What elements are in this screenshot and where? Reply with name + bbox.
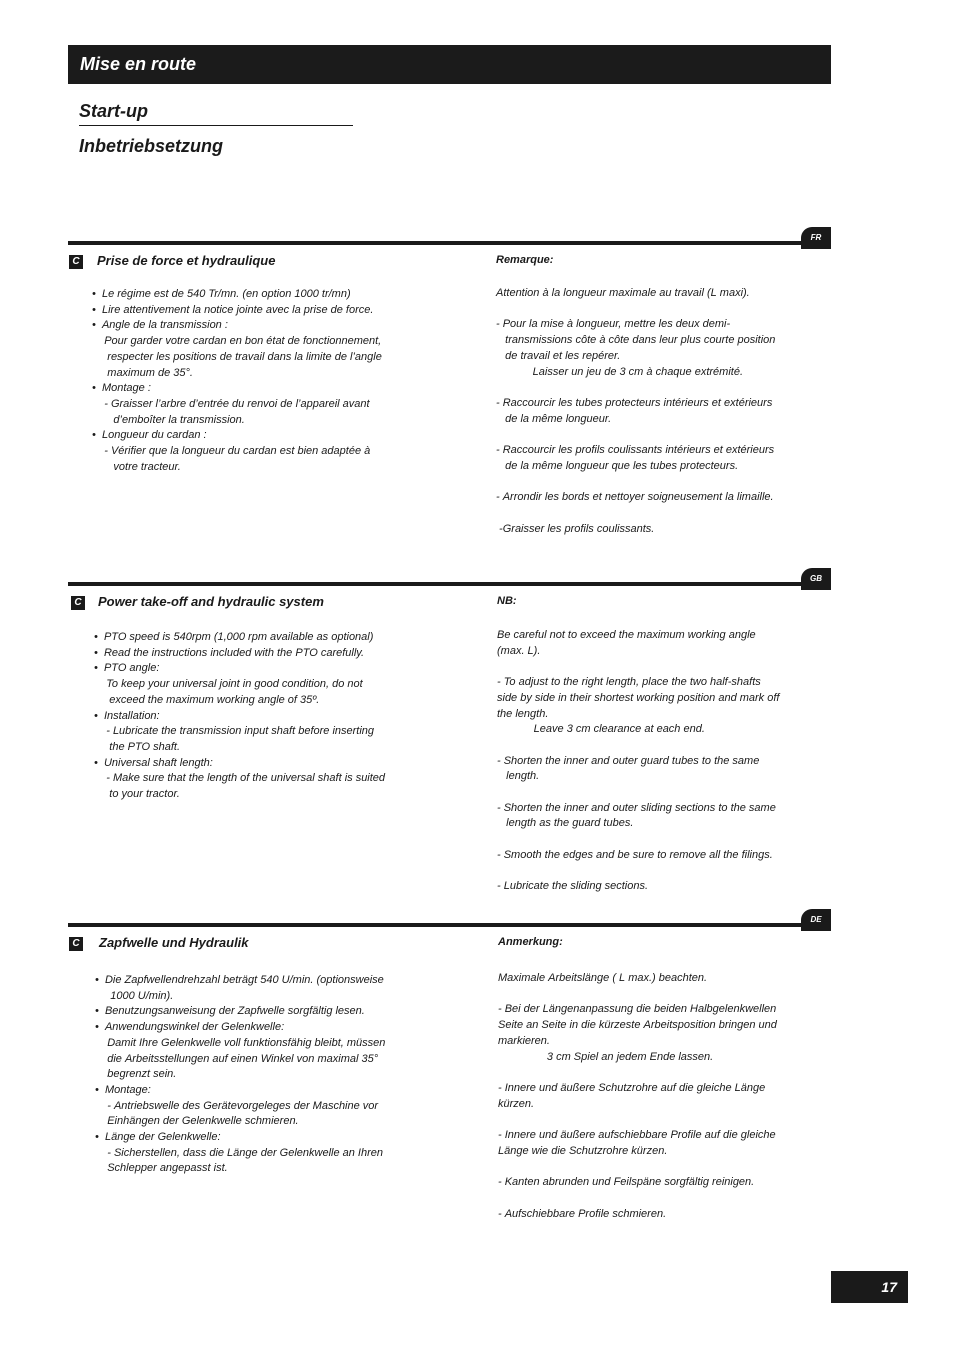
text-line: • Read the instructions included with the PTO carefully.: [94, 646, 365, 659]
text-line: maximum de 35°.: [92, 366, 193, 379]
text-line: Laisser un jeu de 3 cm à chaque extrémité.: [496, 365, 744, 378]
section-title: Power take-off and hydraulic system: [98, 594, 324, 609]
subtitle-underline: [79, 125, 353, 126]
text-line: to your tractor.: [94, 788, 180, 800]
text-line: - Shorten the inner and outer guard tubes to the same: [497, 754, 760, 767]
text-line: the PTO shaft.: [94, 740, 181, 753]
text-line: - Innere und äußere aufschiebbare Profile auf die gleiche: [498, 1129, 776, 1141]
text-line: die Arbeitsstellungen auf einen Winkel von maximal 35°: [95, 1052, 379, 1065]
text-line: Leave 3 cm clearance at each end.: [497, 723, 705, 736]
text-line: de travail et les repérer.: [496, 349, 621, 362]
text-line: Be careful not to exceed the maximum working angle: [497, 629, 756, 641]
text-line: Attention à la longueur maximale au travail (L maxi).: [496, 287, 750, 299]
text-line: • PTO angle:: [94, 662, 160, 675]
text-line: -Graisser les profils coulissants.: [496, 522, 655, 535]
text-line: Maximale Arbeitslänge ( L max.) beachten.: [498, 972, 708, 984]
text-line: • Longueur du cardan :: [92, 429, 207, 442]
page-number: 17: [831, 1271, 908, 1303]
section-rule: [68, 923, 831, 927]
language-tab-fr: FR: [801, 227, 831, 249]
note-title: Anmerkung:: [498, 936, 563, 948]
text-line: de la même longueur.: [496, 412, 612, 425]
text-line: - Raccourcir les tubes protecteurs intérieurs et extérieurs: [496, 396, 773, 409]
text-line: 3 cm Spiel an jedem Ende lassen.: [498, 1050, 714, 1063]
text-line: • Die Zapfwellendrehzahl beträgt 540 U/min. (optionsweise: [95, 974, 384, 986]
text-line: Seite an Seite in die kürzeste Arbeitsposition bringen und: [498, 1019, 777, 1032]
text-line: • Montage :: [92, 382, 151, 395]
text-line: • Anwendungswinkel der Gelenkwelle:: [95, 1021, 285, 1034]
text-line: Länge wie die Schutzrohre kürzen.: [498, 1144, 668, 1157]
text-line: d’emboîter la transmission.: [92, 413, 245, 426]
text-line: - Antriebswelle des Gerätevorgeleges der Maschine vor: [95, 1099, 379, 1112]
text-line: length as the guard tubes.: [497, 817, 634, 830]
text-line: Schlepper angepasst ist.: [95, 1162, 228, 1175]
text-line: - Shorten the inner and outer sliding sections to the same: [497, 801, 776, 814]
note-title: NB:: [497, 595, 517, 607]
language-tab-de: DE: [801, 909, 831, 931]
text-line: • PTO speed is 540rpm (1,000 rpm available as optional): [94, 631, 374, 643]
text-line: • Benutzungsanweisung der Zapfwelle sorgfältig lesen.: [95, 1005, 365, 1018]
subtitle-inbetriebsetzung: Inbetriebsetzung: [79, 136, 224, 156]
text-line: exceed the maximum working angle of 35º.: [94, 693, 320, 706]
text-line: - Kanten abrunden und Feilspäne sorgfältig reinigen.: [498, 1176, 755, 1189]
text-line: - Arrondir les bords et nettoyer soigneusement la limaille.: [496, 491, 774, 504]
text-line: transmissions côte à côte dans leur plus courte position: [496, 334, 776, 347]
text-line: - Vérifier que la longueur du cardan est bien adaptée à: [92, 445, 371, 457]
text-line: votre tracteur.: [92, 460, 181, 473]
text-line: Einhängen der Gelenkwelle schmieren.: [95, 1115, 299, 1128]
text-line: • Le régime est de 540 Tr/mn. (en option 1000 tr/mn): [92, 288, 351, 300]
text-line: (max. L).: [497, 644, 541, 657]
text-line: - Make sure that the length of the universal shaft is suited: [94, 772, 386, 785]
text-line: respecter les positions de travail dans la limite de l’angle: [92, 350, 382, 363]
section-rule: [68, 582, 831, 586]
text-line: Pour garder votre cardan en bon état de fonctionnement,: [92, 335, 382, 348]
text-line: - Pour la mise à longueur, mettre les deux demi-: [496, 318, 731, 331]
text-line: - Aufschiebbare Profile schmieren.: [498, 1207, 667, 1220]
text-line: - Lubricate the sliding sections.: [497, 880, 649, 893]
text-line: • Montage:: [95, 1083, 151, 1096]
section-marker-icon: C: [69, 937, 83, 951]
text-line: - Raccourcir les profils coulissants intérieurs et extérieurs: [496, 444, 775, 456]
text-line: kürzen.: [498, 1097, 535, 1110]
text-line: the length.: [497, 707, 549, 720]
subtitle-start-up: Start-up: [79, 101, 148, 121]
page-header-bar: Mise en route: [68, 45, 831, 84]
text-line: begrenzt sein.: [95, 1068, 177, 1081]
text-line: • Angle de la transmission :: [92, 319, 228, 332]
text-line: markieren.: [498, 1034, 550, 1047]
text-line: - To adjust to the right length, place the two half-shafts: [497, 676, 761, 689]
section-title: Zapfwelle und Hydraulik: [99, 935, 249, 950]
section-title: Prise de force et hydraulique: [97, 253, 276, 268]
text-line: - Graisser l’arbre d’entrée du renvoi de l’appareil avant: [92, 397, 370, 410]
text-line: • Länge der Gelenkwelle:: [95, 1131, 221, 1143]
language-tab-gb: GB: [801, 568, 831, 590]
text-line: - Sicherstellen, dass die Länge der Gelenkwelle an Ihren: [95, 1146, 383, 1159]
text-line: • Installation:: [94, 709, 160, 722]
text-line: de la même longueur que les tubes protecteurs.: [496, 459, 739, 472]
text-line: To keep your universal joint in good condition, do not: [94, 678, 363, 691]
section-rule: [68, 241, 831, 245]
note-title: Remarque:: [496, 254, 554, 266]
text-line: Damit Ihre Gelenkwelle voll funktionsfähig bleibt, müssen: [95, 1036, 386, 1049]
text-line: length.: [497, 770, 540, 783]
text-line: 1000 U/min).: [95, 989, 174, 1002]
text-line: • Universal shaft length:: [94, 756, 213, 769]
text-line: • Lire attentivement la notice jointe avec la prise de force.: [92, 303, 374, 316]
text-line: - Bei der Längenanpassung die beiden Halbgelenkwellen: [498, 1003, 777, 1016]
section-marker-icon: C: [69, 255, 83, 269]
text-line: - Lubricate the transmission input shaft before inserting: [94, 725, 375, 738]
text-line: - Innere und äußere Schutzrohre auf die gleiche Länge: [498, 1081, 766, 1094]
text-line: side by side in their shortest working position and mark off: [497, 691, 780, 704]
section-marker-icon: C: [71, 596, 85, 610]
text-line: - Smooth the edges and be sure to remove all the filings.: [497, 848, 773, 861]
